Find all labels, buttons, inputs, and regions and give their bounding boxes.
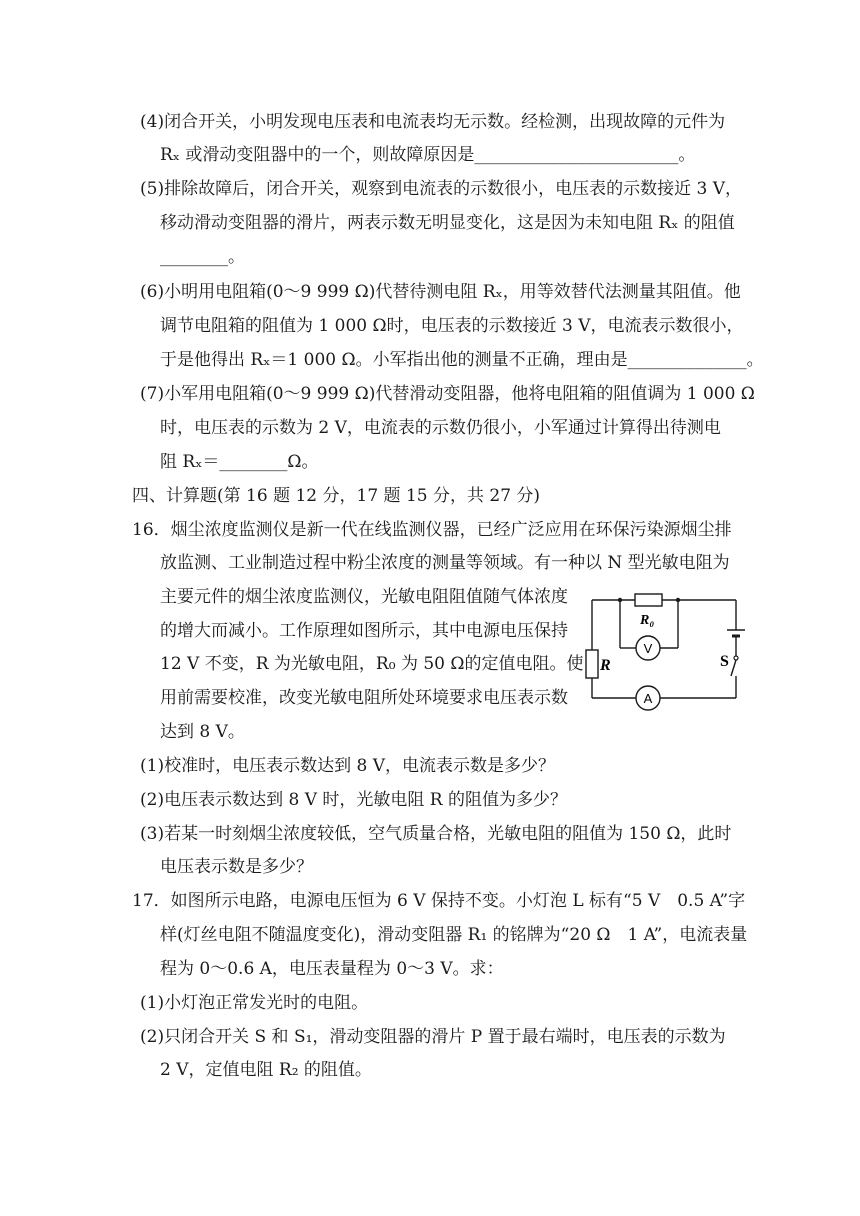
q16-sub-1: (1)校准时，电压表示数达到 8 V，电流表示数是多少？ [140,756,555,776]
q6-line-1: (6)小明用电阻箱(0～9 999 Ω)代替待测电阻 Rₓ，用等效替代法测量其阻值。他 [140,282,741,302]
q16-sub-3: (3)若某一时刻烟尘浓度较低，空气质量合格，光敏电阻的阻值为 150 Ω，此时 [140,824,732,844]
q5-line-2: 移动滑动变阻器的滑片，两表示数无明显变化，这是因为未知电阻 Rₓ 的阻值 [160,213,735,233]
q7-line-2: 时，电压表的示数为 2 V，电流表的示数仍很小，小军通过计算得出待测电 [160,418,721,438]
q17-line-2: 样(灯丝电阻不随温度变化)，滑动变阻器 R₁ 的铭牌为“20 Ω 1 A”，电流表量 [160,925,748,945]
q7-line-1: (7)小军用电阻箱(0～9 999 Ω)代替滑动变阻器，他将电阻箱的阻值调为 1 000 Ω [140,384,755,404]
r-label: R [600,657,611,674]
q16-line-2: 放监测、工业制造过程中粉尘浓度的测量等领域。有一种以 N 型光敏电阻为 [160,553,730,573]
resistor-r-symbol [586,650,598,678]
q16-line-1: 16．烟尘浓度监测仪是新一代在线监测仪器，已经广泛应用在环保污染源烟尘排 [132,520,732,540]
junction-left [618,598,622,602]
voltmeter-label: V [643,641,653,656]
q16-line-3: 主要元件的烟尘浓度监测仪，光敏电阻阻值随气体浓度 [160,587,568,607]
q17-sub-2-cont: 2 V，定值电阻 R₂ 的阻值。 [160,1060,372,1080]
q4-line-2: Rₓ 或滑动变阻器中的一个，则故障原因是________________________。 [160,145,696,165]
q17-sub-2: (2)只闭合开关 S 和 S₁，滑动变阻器的滑片 P 置于最右端时，电压表的示数为 [140,1027,726,1047]
q16-line-4: 的增大而减小。工作原理如图所示，其中电源电压保持 [160,621,568,641]
r0-label: R₀ [640,613,655,628]
q16-line-7: 达到 8 V。 [160,722,245,742]
q6-line-3: 于是他得出 Rₓ＝1 000 Ω。小军指出他的测量不正确，理由是______________。 [160,350,764,370]
ammeter-label: A [643,691,653,706]
switch-contact [734,656,738,660]
q17-sub-1: (1)小灯泡正常发光时的电阻。 [140,993,369,1013]
switch-label: S [720,653,729,670]
junction-right [676,598,680,602]
q4-line-1: (4)闭合开关，小明发现电压表和电流表均无示数。经检测，出现故障的元件为 [140,112,726,132]
q16-line-5: 12 V 不变，R 为光敏电阻，R₀ 为 50 Ω的定值电阻。使 [160,654,584,674]
q16-line-6: 用前需要校准，改变光敏电阻所处环境要求电压表示数 [160,688,568,708]
q17-line-3: 程为 0～0.6 A，电压表量程为 0～3 V。求： [160,959,504,979]
q5-line-1: (5)排除故障后，闭合开关，观察到电流表的示数很小，电压表的示数接近 3 V， [140,179,742,199]
q16-sub-3-cont: 电压表示数是多少？ [160,857,313,877]
section-heading: 四、计算题(第 16 题 12 分，17 题 15 分，共 27 分) [132,486,541,506]
q6-line-2: 调节电阻箱的阻值为 1 000 Ω时，电压表的示数接近 3 V，电流表示数很小， [160,316,744,336]
q7-line-3: 阻 Rₓ＝________Ω。 [160,452,319,472]
resistor-r0-symbol [635,594,662,606]
circuit-diagram [580,588,750,718]
q17-line-1: 17．如图所示电路，电源电压恒为 6 V 保持不变。小灯泡 L 标有“5 V 0.5 A”字 [132,891,746,911]
q16-sub-2: (2)电压表示数达到 8 V 时，光敏电阻 R 的阻值为多少？ [140,790,567,810]
q5-line-3: ________。 [160,247,245,267]
switch-blade [731,660,736,676]
